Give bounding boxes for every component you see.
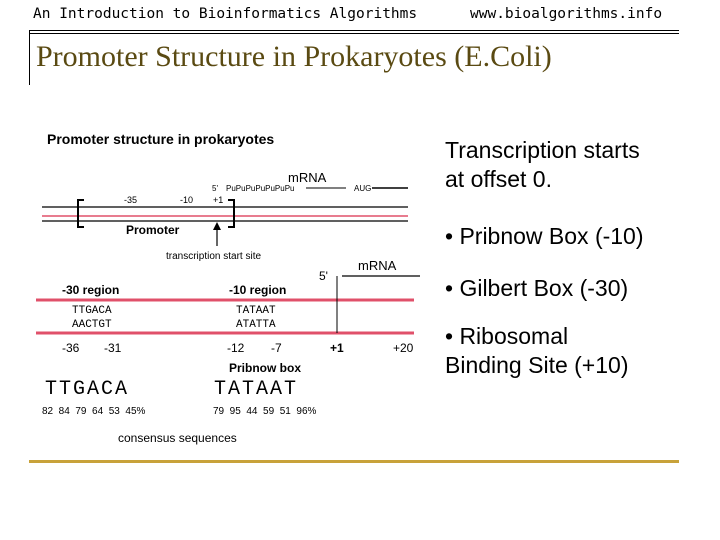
tick-minus-35: -35 <box>124 195 138 205</box>
seq-30-top: TTGACA <box>72 305 112 317</box>
aug-codon: AUG <box>354 184 372 193</box>
pos-minus-7: -7 <box>271 341 282 355</box>
slide-title: Promoter Structure in Prokaryotes (E.Coli) <box>36 40 552 73</box>
bottom-rule <box>29 460 679 463</box>
percent-30: 82 84 79 64 53 45% <box>42 406 146 417</box>
bullet-ribosomal <box>445 322 628 380</box>
region-30-label: -30 region <box>62 283 120 297</box>
figure-heading: Promoter structure in prokaryotes <box>47 131 275 147</box>
pribnow-box-label: Pribnow box <box>229 361 301 375</box>
five-prime-bottom: 5' <box>319 269 328 283</box>
region-10-label: -10 region <box>229 283 287 297</box>
bullet-gilbert: • Gilbert Box (-30) <box>445 275 629 301</box>
tss-arrowhead <box>213 222 221 230</box>
promoter-bracket-left <box>78 200 84 227</box>
promoter-label: Promoter <box>126 223 180 237</box>
promoter-bracket-right <box>228 200 234 227</box>
intro-line-1: Transcription starts <box>445 137 640 163</box>
five-prime-top: 5' <box>212 184 218 193</box>
tick-minus-10: -10 <box>180 195 194 205</box>
pos-minus-36: -36 <box>62 341 80 355</box>
pos-minus-12: -12 <box>227 341 245 355</box>
seq-30-bottom: AACTGT <box>72 319 112 331</box>
transcription-note <box>445 136 695 194</box>
seq-10-bottom: ATATTA <box>236 319 276 331</box>
mrna-top-label: mRNA <box>288 170 327 185</box>
mrna-bottom-label: mRNA <box>358 258 397 273</box>
header-course-title: An Introduction to Bioinformatics Algorithms <box>33 6 418 22</box>
percent-10: 79 95 44 59 51 96% <box>213 406 317 417</box>
consensus-30: TTGACA <box>45 378 130 401</box>
pos-plus-1: +1 <box>330 341 344 355</box>
seq-10-top: TATAAT <box>236 305 276 317</box>
pos-plus-20: +20 <box>393 341 414 355</box>
tick-plus-1: +1 <box>213 195 224 205</box>
pos-minus-31: -31 <box>104 341 122 355</box>
consensus-10: TATAAT <box>214 378 299 401</box>
bullet-pribnow: • Pribnow Box (-10) <box>445 223 644 249</box>
bullet-ribosomal-line-2: Binding Site (+10) <box>445 352 629 378</box>
consensus-caption: consensus sequences <box>118 431 237 445</box>
purine-sequence: PuPuPuPuPuPuPu <box>226 184 295 193</box>
tss-label: transcription start site <box>166 251 262 262</box>
header-website: www.bioalgorithms.info <box>470 6 663 22</box>
bullet-ribosomal-line-1: • Ribosomal <box>445 323 569 349</box>
intro-line-2: at offset 0. <box>445 166 552 192</box>
